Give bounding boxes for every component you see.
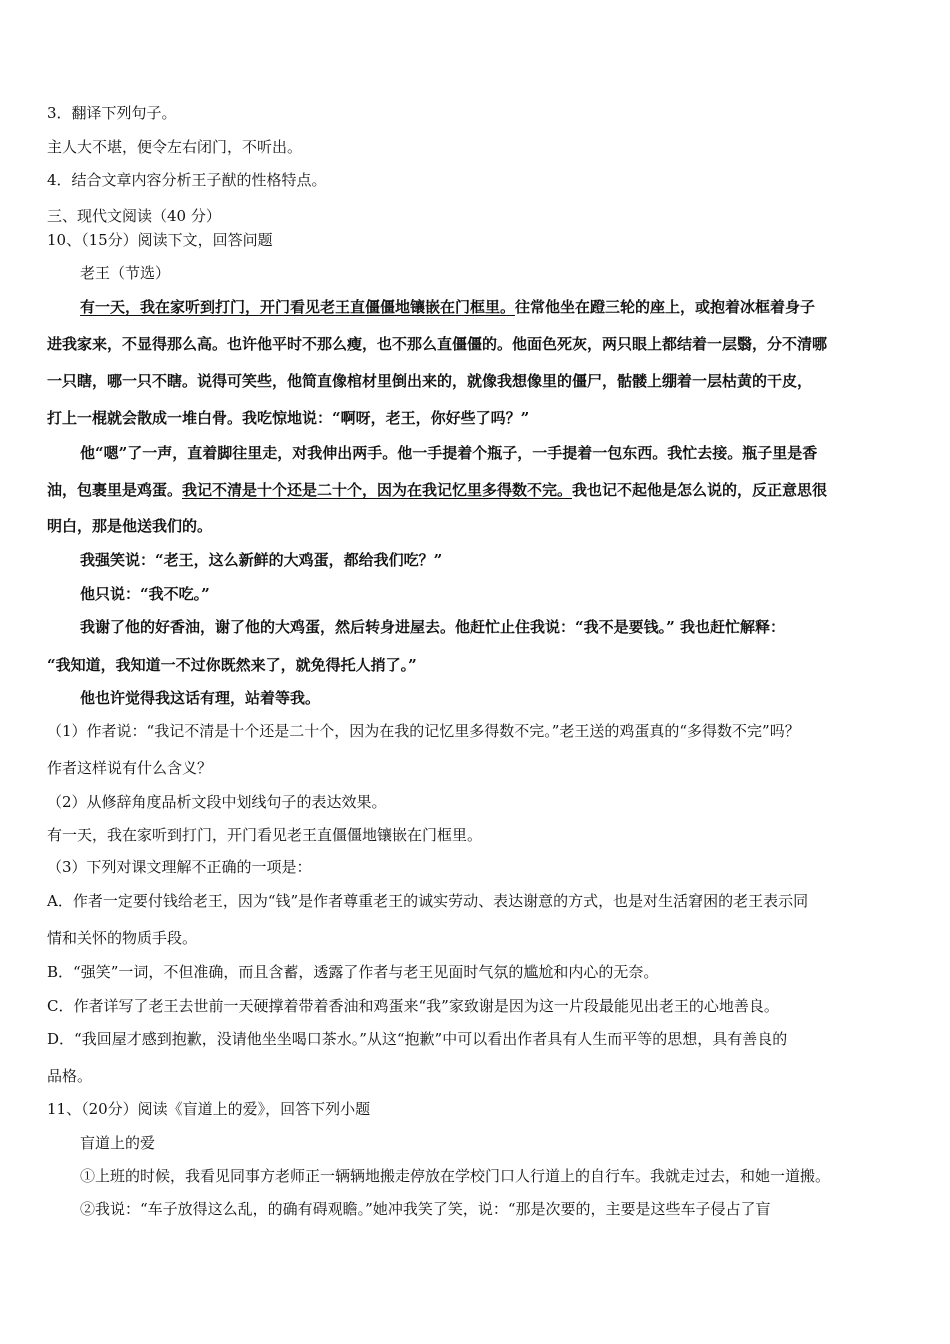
- q10-passage-title: 老王（节选）: [80, 264, 171, 282]
- q11-title: 11、（20分）阅读《盲道上的爱》，回答下列小题: [47, 1100, 371, 1118]
- q10-sub2-line2: 有一天，我在家听到打门，开门看见老王直僵僵地镶嵌在门框里。: [47, 826, 483, 844]
- q10-p1-rest1: 往常他坐在蹬三轮的座上，或抱着冰框着身子: [515, 298, 816, 316]
- q10-option-b: B．“强笑”一词，不但准确，而且含蓄，透露了作者与老王见面时气氛的尴尬和内心的无奈。: [47, 963, 659, 981]
- q3-title: 3．翻译下列句子。: [47, 104, 177, 122]
- q10-p3: 我强笑说：“老王，这么新鲜的大鸡蛋，都给我们吃？”: [80, 551, 443, 569]
- q10-option-d-line1: D．“我回屋才感到抱歉，没请他坐坐喝口茶水。”从这“抱歉”中可以看出作者具有人生而平等的思想，具有善良的: [47, 1030, 788, 1048]
- q11-passage-title: 盲道上的爱: [80, 1134, 156, 1152]
- q10-p2-line3: 明白，那是他送我们的。: [47, 517, 213, 535]
- q10-p1-line3: 一只瞎，哪一只不瞎。说得可笑些，他简直像棺材里倒出来的，就像我想像里的僵尸，骷髅上绷着一层枯黄的干皮，: [47, 372, 813, 390]
- q10-p1-line2: 进我家来，不显得那么高。也许他平时不那么瘦，也不那么直僵僵的。他面色死灰，两只眼上都结着一层翳，分不清哪: [47, 335, 828, 353]
- q10-p4: 他只说：“我不吃。”: [80, 585, 210, 603]
- q10-p2-line2-post: 我也记不起他是怎么说的，反正意思很: [572, 481, 828, 499]
- q4-title: 4．结合文章内容分析王子猷的性格特点。: [47, 171, 327, 189]
- q10-sub3-title: （3）下列对课文理解不正确的一项是：: [47, 858, 312, 876]
- q11-p1: ①上班的时候，我看见同事方老师正一辆辆地搬走停放在学校门口人行道上的自行车。我就走过去，和她一道搬。: [80, 1167, 831, 1185]
- q10-p6: 他也许觉得我这话有理，站着等我。: [80, 689, 321, 707]
- q10-p2-line2-pre: 油，包裹里是鸡蛋。: [47, 481, 183, 499]
- q10-option-a-line2: 情和关怀的物质手段。: [47, 929, 198, 947]
- q10-title: 10、（15分）阅读下文，回答问题: [47, 231, 273, 249]
- q11-p2: ②我说：“车子放得这么乱，的确有碍观瞻。”她冲我笑了笑，说：“那是次要的，主要是这些车子侵占了盲: [80, 1200, 771, 1218]
- q3-sentence: 主人大不堪，便令左右闭门，不听出。: [47, 138, 303, 156]
- q10-p1-line1: [80, 297, 815, 317]
- q10-p1-underlined: 有一天，我在家听到打门，开门看见老王直僵僵地镶嵌在门框里。: [80, 298, 516, 316]
- q10-p2-line2: [47, 480, 827, 500]
- q10-sub1-line1: （1）作者说：“我记不清是十个还是二十个，因为在我的记忆里多得数不完。”老王送的鸡蛋真的“多得数不完”吗？: [47, 722, 800, 740]
- q10-sub1-line2: 作者这样说有什么含义？: [47, 759, 213, 777]
- q10-p1-line4: 打上一棍就会散成一堆白骨。我吃惊地说：“啊呀，老王，你好些了吗？”: [47, 409, 530, 427]
- q10-p2-line1: 他“嗯”了一声，直着脚往里走，对我伸出两手。他一手提着个瓶子，一手提着一包东西。我忙去接。瓶子里是香: [80, 444, 818, 462]
- q10-p5-line2: “我知道，我知道一不过你既然来了，就免得托人捎了。”: [47, 656, 417, 674]
- q10-p2-underlined: 我记不清是十个还是二十个，因为在我记忆里多得数不完。: [182, 481, 573, 499]
- q10-p5-line1: 我谢了他的好香油，谢了他的大鸡蛋，然后转身进屋去。他赶忙止住我说：“我不是要钱。” 我也赶忙解释：: [80, 618, 785, 636]
- q10-option-a-line1: A．作者一定要付钱给老王，因为“钱”是作者尊重老王的诚实劳动、表达谢意的方式，也是对生活窘困的老王表示同: [47, 892, 809, 910]
- q10-option-c: C．作者详写了老王去世前一天硬撑着带着香油和鸡蛋来“我”家致谢是因为这一片段最能见出老王的心地善良。: [47, 997, 779, 1015]
- section3-title: 三、现代文阅读（40 分）: [47, 207, 221, 225]
- q10-option-d-line2: 品格。: [47, 1067, 93, 1085]
- q10-sub2-line1: （2）从修辞角度品析文段中划线句子的表达效果。: [47, 793, 387, 811]
